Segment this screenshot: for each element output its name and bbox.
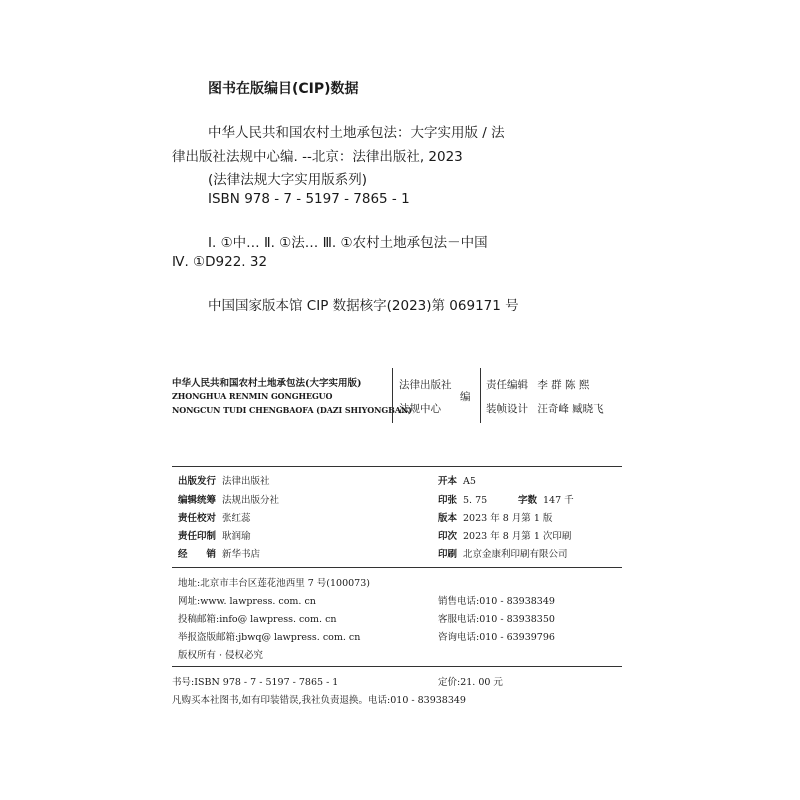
printer-value: 北京金康利印刷有限公司: [463, 549, 568, 560]
cip-line-1: 中华人民共和国农村土地承包法：大字实用版 / 法: [208, 125, 505, 141]
design-names: 汪奇峰 臧晓飞: [537, 403, 604, 415]
cip-record-number: 中国国家版本馆 CIP 数据核字(2023)第 069171 号: [208, 298, 519, 314]
credits-divider-1: [392, 368, 393, 423]
publisher-address: 地址:北京市丰台区莲花池西里 7 号(100073): [178, 578, 370, 589]
production-label: 责任印制: [178, 531, 217, 542]
production-value: 新华书店: [222, 549, 261, 560]
production-label: 出版发行: [178, 476, 217, 487]
copyright-notice: 版权所有 · 侵权必究: [178, 650, 264, 661]
editor-role: 编: [460, 391, 471, 403]
format-label: 开本: [438, 476, 458, 487]
impression-row: [438, 528, 571, 542]
impression-label: 印次: [438, 531, 458, 542]
impression-value: 2023 年 8 月第 1 次印刷: [463, 531, 572, 542]
production-value: 法规出版分社: [222, 495, 280, 506]
piracy-report-email: 举报盗版邮箱:jbwq@ lawpress. com. cn: [178, 632, 361, 643]
format-value: A5: [463, 476, 476, 487]
edition-label: 版本: [438, 513, 458, 524]
price: 定价:21. 00 元: [438, 677, 503, 688]
printer-row: [438, 546, 568, 560]
publisher-center: 法规中心: [399, 403, 441, 415]
editor-names: 李 群 陈 熙: [537, 379, 590, 391]
edition-value: 2023 年 8 月第 1 版: [463, 513, 553, 524]
consult-phone: 咨询电话:010 - 63939796: [438, 632, 555, 643]
book-title-pinyin-2: NONGCUN TUDI CHENGBAOFA (DAZI SHIYONGBAN): [172, 405, 412, 415]
production-top-rule: [172, 466, 622, 467]
sales-phone: 销售电话:010 - 83938349: [438, 596, 555, 607]
footer-rule: [172, 666, 622, 667]
production-value: 耿润瑜: [222, 531, 251, 542]
design-label: 装帧设计: [486, 403, 528, 415]
publisher-website: 网址:www. lawpress. com. cn: [178, 596, 316, 607]
sheets-label: 印张: [438, 495, 458, 506]
wordcount-value: 147 千: [543, 495, 574, 506]
production-value: 法律出版社: [222, 476, 270, 487]
sheets-value: 5. 75: [463, 495, 488, 506]
production-row-printing-manager: [178, 528, 251, 542]
printer-label: 印刷: [438, 549, 458, 560]
book-number: 书号:ISBN 978 - 7 - 5197 - 7865 - 1: [172, 677, 339, 688]
cip-line-2: 律出版社法规中心编. --北京：法律出版社, 2023: [172, 149, 463, 165]
wordcount-label: 字数: [518, 495, 538, 506]
edition-row: [438, 510, 552, 524]
service-phone: 客服电话:010 - 83938350: [438, 614, 555, 625]
cip-line-3: (法律法规大字实用版系列): [208, 172, 368, 188]
production-label: 编辑统筹: [178, 495, 217, 506]
submission-email: 投稿邮箱:info@ lawpress. com. cn: [178, 614, 337, 625]
cip-classification-2: Ⅳ. ①D922. 32: [172, 254, 268, 270]
cip-title: 图书在版编目(CIP)数据: [208, 81, 359, 97]
wordcount-row: [518, 492, 574, 506]
editor-label: 责任编辑: [486, 379, 528, 391]
cip-classification-1: Ⅰ. ①中… Ⅱ. ①法… Ⅲ. ①农村土地承包法－中国: [208, 235, 488, 251]
cip-isbn: ISBN 978 - 7 - 5197 - 7865 - 1: [208, 191, 410, 207]
production-row-publisher: [178, 473, 270, 487]
credits-divider-2: [480, 368, 481, 423]
production-value: 张红蕊: [222, 513, 251, 524]
book-title-pinyin-1: ZHONGHUA RENMIN GONGHEGUO: [172, 391, 333, 401]
production-row-distributor: [178, 546, 260, 560]
format-row: [438, 473, 476, 487]
production-label: 经 销: [178, 549, 217, 560]
book-title-chinese: 中华人民共和国农村土地承包法(大字实用版): [172, 378, 362, 389]
publisher-name: 法律出版社: [399, 379, 452, 391]
production-row-proofreader: [178, 510, 251, 524]
production-row-editing: [178, 492, 279, 506]
sheets-row: [438, 492, 487, 506]
production-mid-rule: [172, 567, 622, 568]
production-label: 责任校对: [178, 513, 217, 524]
return-notice: 凡购买本社图书,如有印装错误,我社负责退换。电话:010 - 83938349: [172, 695, 466, 706]
